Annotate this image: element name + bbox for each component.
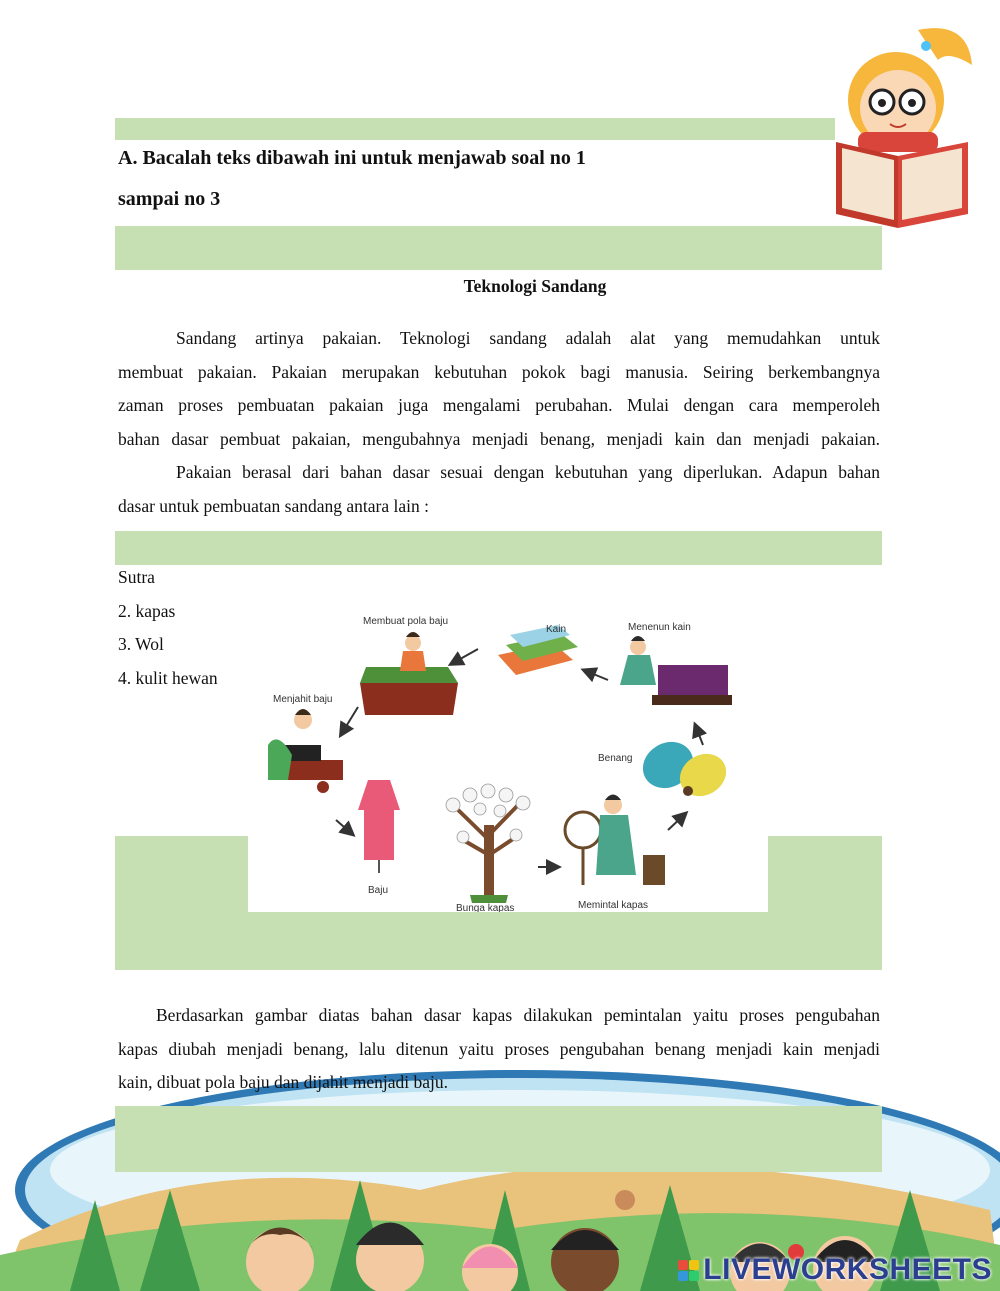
- section-heading-line-2: sampai no 3: [118, 188, 221, 210]
- list-item: 2. kapas: [118, 600, 176, 621]
- paragraph-1-line: membuat pakaian. Pakaian merupakan kebutuhan pokok bagi manusia. Seiring berkembangnya: [118, 361, 880, 382]
- liveworksheets-watermark: [678, 1253, 992, 1287]
- paragraph-1-line: bahan dasar pembuat pakaian, mengubahnya menjadi benang, menjadi kain dan menjadi pakaian.: [118, 428, 880, 449]
- band-bottom: [115, 1106, 882, 1172]
- cotton-tree-illustration: [446, 784, 530, 903]
- band-under-diagram: [115, 912, 882, 970]
- arrow: [342, 707, 358, 733]
- band-diagram-right: [768, 836, 882, 912]
- paragraph-1-line: zaman proses pembuatan pakaian juga mengalami perubahan. Mulai dengan cara memperoleh: [118, 395, 880, 415]
- band-after-heading: [115, 226, 882, 270]
- conclusion-line: kain, dibuat pola baju dan dijahit menjadi baju.: [118, 1072, 448, 1092]
- paragraph-1-line: Sandang artinya pakaian. Teknologi sandang adalah alat yang memudahkan untuk: [176, 328, 880, 348]
- arrow: [453, 649, 478, 663]
- list-item: 4. kulit hewan: [118, 667, 218, 688]
- dress-illustration: [358, 780, 400, 873]
- label-menjahit: Menjahit baju: [273, 694, 333, 705]
- spinning-illustration: [565, 795, 665, 886]
- arrow: [668, 815, 684, 830]
- girl-reading-book-illustration: [828, 20, 976, 232]
- materials-list: [118, 561, 218, 695]
- arrow: [336, 820, 351, 833]
- list-item: Sutra: [118, 567, 155, 587]
- paragraph-2-line: Pakaian berasal dari bahan dasar sesuai dengan kebutuhan yang diperlukan. Adapun bahan: [176, 462, 880, 482]
- heading-prefix: A: [118, 147, 133, 169]
- label-baju: Baju: [368, 885, 389, 896]
- arrow: [696, 727, 703, 745]
- label-kain: Kain: [546, 624, 567, 635]
- label-membuat-pola: Membuat pola baju: [363, 616, 449, 627]
- conclusion-line: kapas diubah menjadi benang, lalu ditenun yaitu proses pengubahan benang menjadi kain menjadi: [118, 1038, 880, 1059]
- watermark-text: LIVEWORKSHEETS: [703, 1253, 992, 1286]
- label-menenun: Menenun kain: [628, 622, 691, 633]
- sewing-illustration: [268, 709, 343, 793]
- arrow: [586, 671, 608, 680]
- clothing-production-diagram: [248, 605, 768, 912]
- article-title: Teknologi Sandang: [463, 276, 607, 296]
- band-before-list: [115, 531, 882, 565]
- list-item: 3. Wol: [118, 634, 164, 654]
- band-diagram-left: [115, 836, 248, 912]
- section-heading: [118, 147, 586, 170]
- heading-line-1: . Bacalah teks dibawah ini untuk menjawab soal no 1: [132, 147, 586, 169]
- thread-spools-illustration: [634, 733, 733, 804]
- label-benang: Benang: [598, 753, 633, 764]
- label-bunga-kapas: Bunga kapas: [456, 903, 515, 912]
- band-top: [115, 118, 835, 140]
- paragraph-2-line: dasar untuk pembuatan sandang antara lain :: [118, 495, 430, 516]
- conclusion-line: Berdasarkan gambar diatas bahan dasar kapas dilakukan pemintalan yaitu proses pengubahan: [156, 1005, 880, 1025]
- pattern-making-illustration: [360, 632, 458, 715]
- label-memintal: Memintal kapas: [578, 900, 649, 911]
- liveworksheets-logo-icon: [678, 1260, 699, 1281]
- weaving-illustration: [620, 636, 732, 705]
- conclusion-paragraph: [118, 999, 880, 1100]
- paragraph-1: [118, 322, 880, 523]
